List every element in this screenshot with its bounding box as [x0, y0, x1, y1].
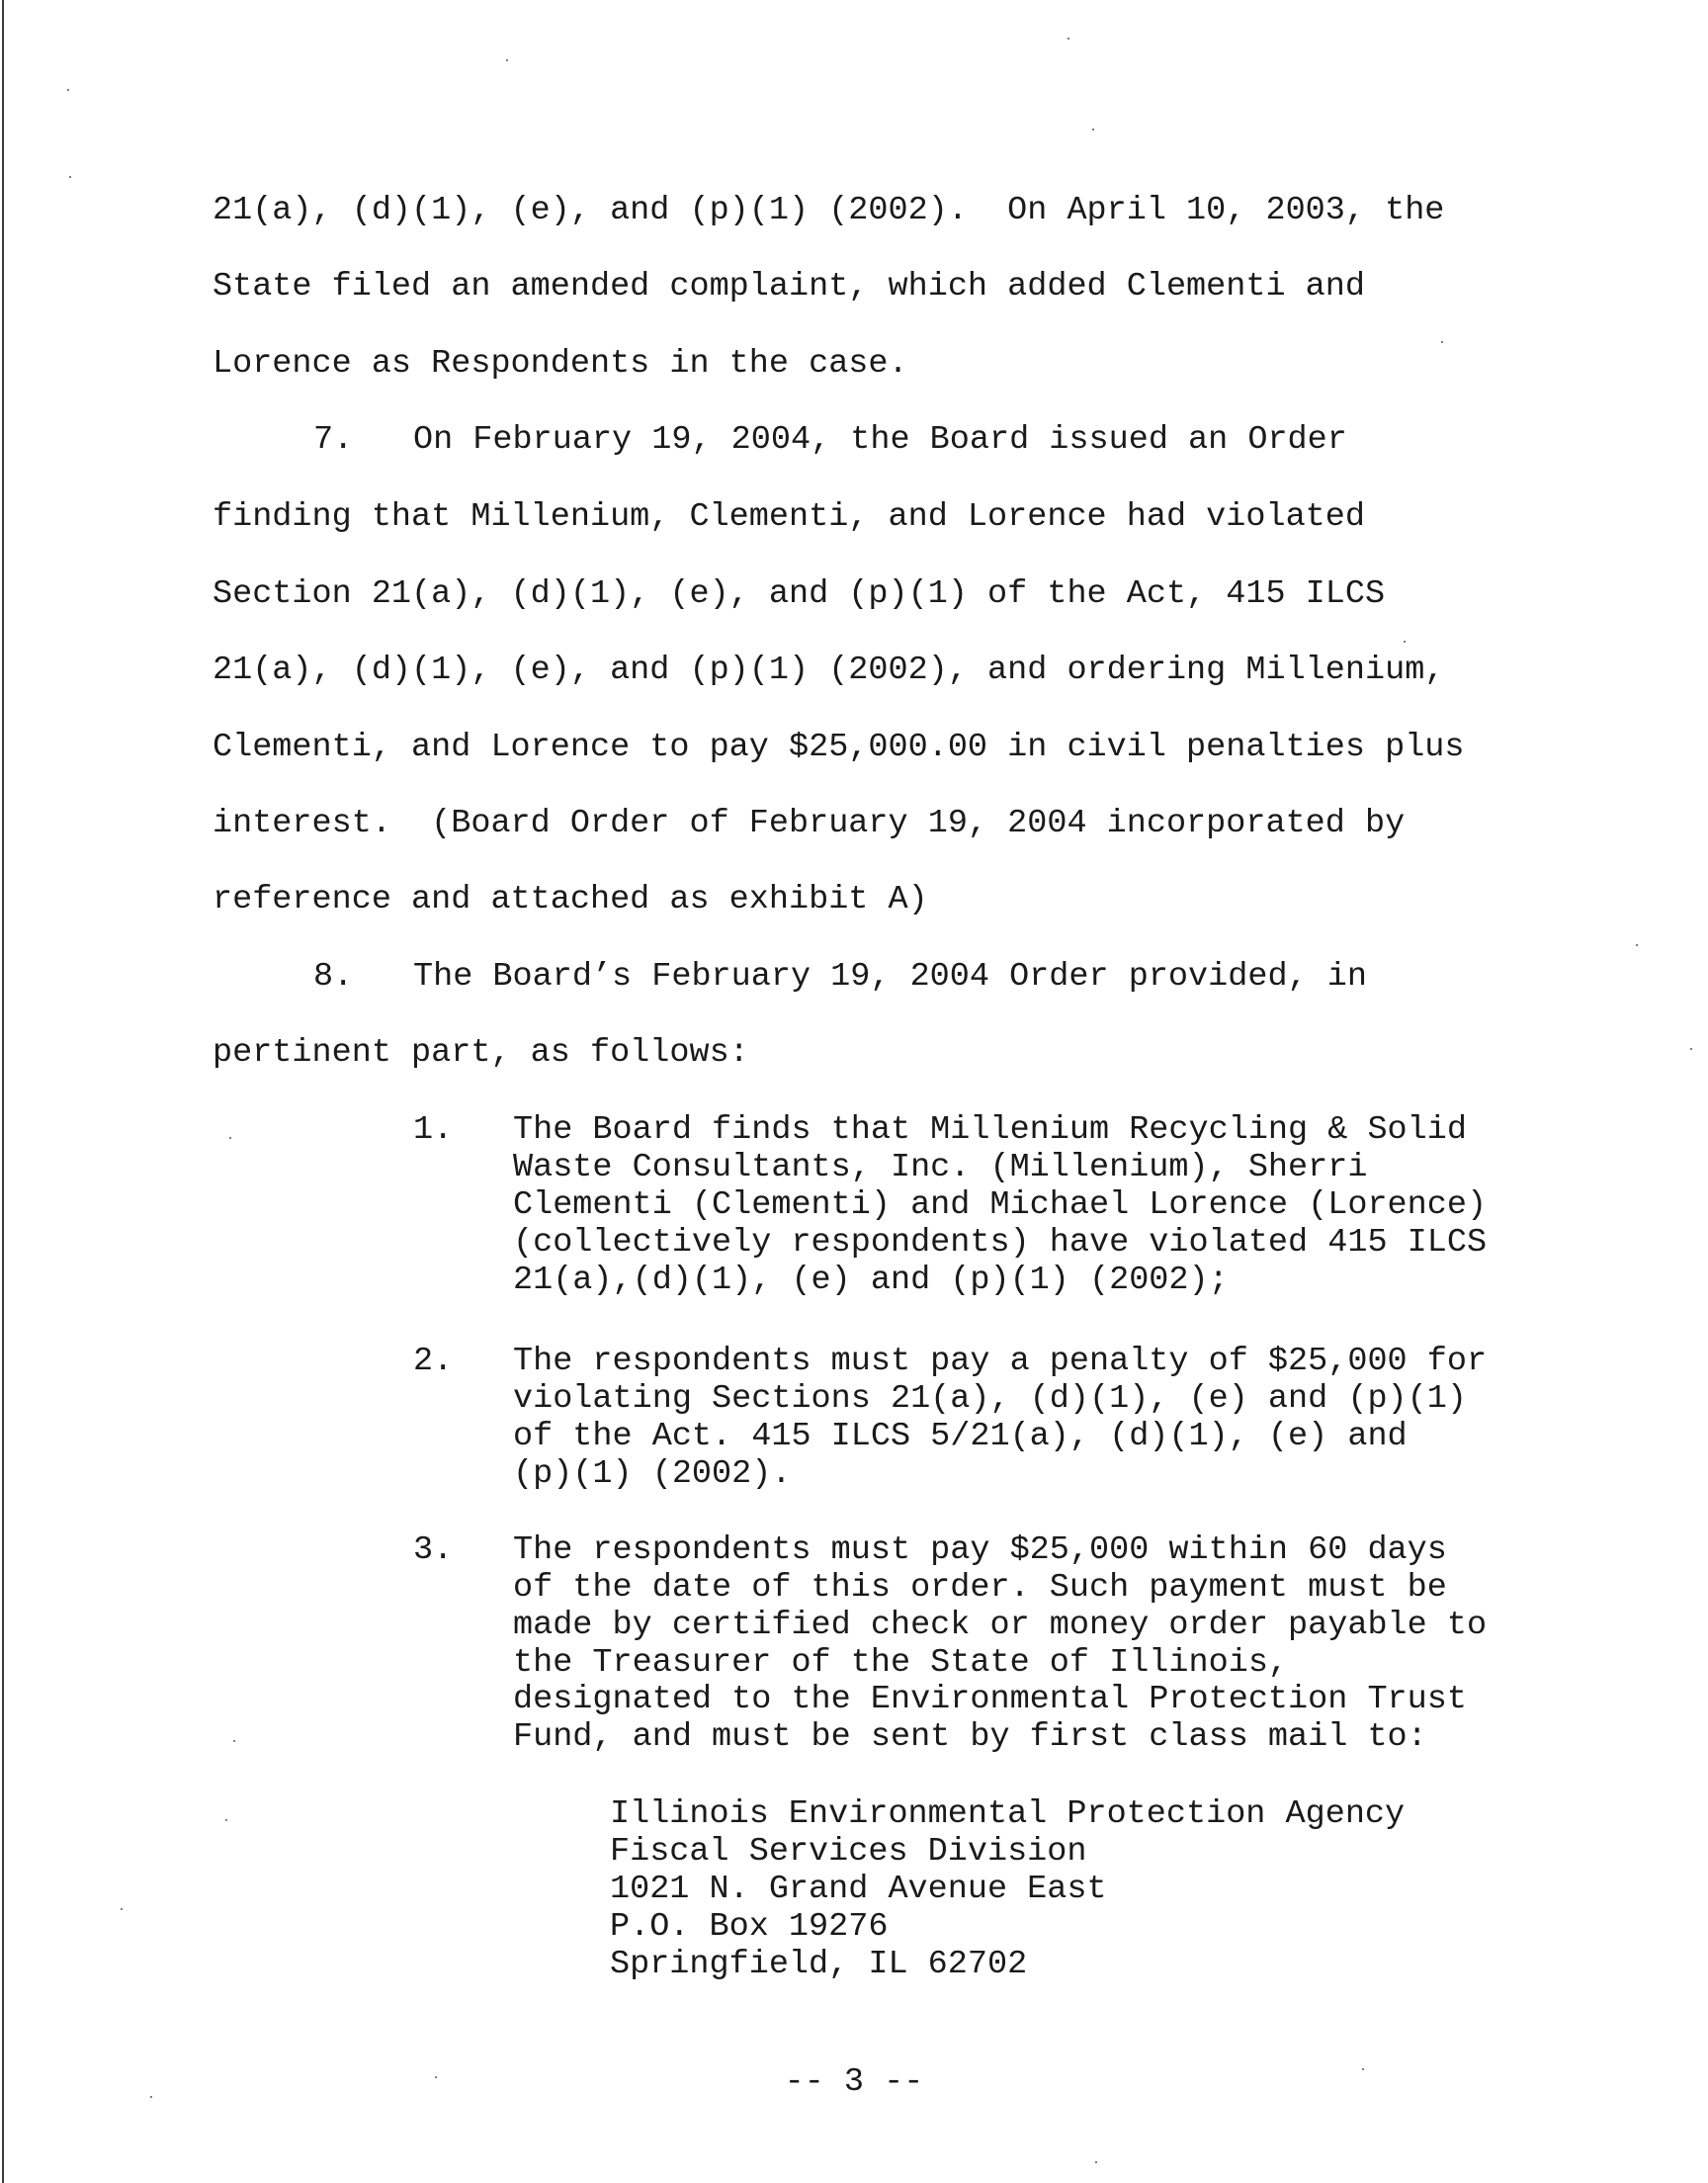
quoted-line: Fund, and must be sent by first class mail to: [513, 1718, 1427, 1756]
paragraph-number: 7. [313, 421, 354, 459]
quoted-line: 21(a),(d)(1), (e) and (p)(1) (2002); [513, 1262, 1229, 1299]
body-line: Section 21(a), (d)(1), (e), and (p)(1) of the Act, 415 ILCS [213, 575, 1386, 613]
quoted-item-number: 1. [413, 1111, 454, 1149]
scan-speck [1690, 1048, 1692, 1050]
scan-speck [1362, 2068, 1364, 2070]
body-line: 21(a), (d)(1), (e), and (p)(1) (2002). On April 10, 2003, the [213, 192, 1445, 229]
quoted-line: Waste Consultants, Inc. (Millenium), Sherri [513, 1149, 1368, 1186]
scan-speck [1404, 641, 1406, 643]
quoted-line: (collectively respondents) have violated 415 ILCS [513, 1224, 1488, 1262]
quoted-line: The respondents must pay a penalty of $25,000 for [513, 1343, 1488, 1380]
address-line: Illinois Environmental Protection Agency [610, 1795, 1406, 1833]
scan-speck [150, 2096, 152, 2098]
body-line: Lorence as Respondents in the case. [213, 345, 908, 383]
quoted-line: The Board finds that Millenium Recycling & Solid [513, 1111, 1467, 1149]
quoted-line: violating Sections 21(a), (d)(1), (e) and (p)(1) [513, 1380, 1467, 1418]
page-number: -- 3 -- [784, 2063, 924, 2101]
body-line: reference and attached as exhibit A) [213, 881, 928, 918]
scan-speck [229, 1137, 231, 1139]
quoted-line: designated to the Environmental Protection Trust [513, 1681, 1467, 1718]
quoted-line: (p)(1) (2002). [513, 1455, 792, 1493]
scan-speck [1636, 944, 1638, 946]
body-line: The Board’s February 19, 2004 Order provided, in [413, 958, 1367, 996]
quoted-line: Clementi (Clementi) and Michael Lorence (Lorence) [513, 1186, 1488, 1224]
quoted-line: the Treasurer of the State of Illinois, [513, 1644, 1289, 1682]
address-line: 1021 N. Grand Avenue East [610, 1871, 1107, 1908]
body-line: Clementi, and Lorence to pay $25,000.00 in civil penalties plus [213, 729, 1465, 766]
quoted-line: of the date of this order. Such payment must be [513, 1569, 1447, 1607]
quoted-item-number: 3. [413, 1531, 454, 1569]
scan-speck [506, 59, 508, 61]
body-line: pertinent part, as follows: [213, 1034, 749, 1072]
address-line: Fiscal Services Division [610, 1833, 1087, 1871]
scan-speck [121, 1908, 123, 1910]
scan-speck [1068, 38, 1069, 40]
quoted-line: The respondents must pay $25,000 within 60 days [513, 1531, 1447, 1569]
address-line: P.O. Box 19276 [610, 1908, 889, 1946]
scan-speck [435, 2076, 437, 2078]
scan-speck [225, 1819, 227, 1821]
scan-speck [69, 176, 71, 178]
quoted-line: made by certified check or money order payable to [513, 1607, 1488, 1644]
scan-speck [67, 89, 69, 91]
body-line: interest. (Board Order of February 19, 2004 incorporated by [213, 805, 1406, 842]
scan-speck [233, 1740, 235, 1742]
body-line: State filed an amended complaint, which added Clementi and [213, 268, 1365, 306]
quoted-item-number: 2. [413, 1343, 454, 1380]
scan-speck [1092, 129, 1094, 131]
paragraph-number: 8. [313, 958, 354, 996]
page-edge-line [2, 0, 4, 2183]
address-line: Springfield, IL 62702 [610, 1946, 1028, 1983]
body-line: finding that Millenium, Clementi, and Lorence had violated [213, 498, 1365, 536]
body-line: On February 19, 2004, the Board issued an Order [413, 421, 1347, 459]
scan-speck [1441, 341, 1443, 343]
body-line: 21(a), (d)(1), (e), and (p)(1) (2002), and ordering Millenium, [213, 652, 1445, 689]
quoted-line: of the Act. 415 ILCS 5/21(a), (d)(1), (e) and [513, 1418, 1408, 1455]
scan-speck [1095, 2161, 1097, 2163]
